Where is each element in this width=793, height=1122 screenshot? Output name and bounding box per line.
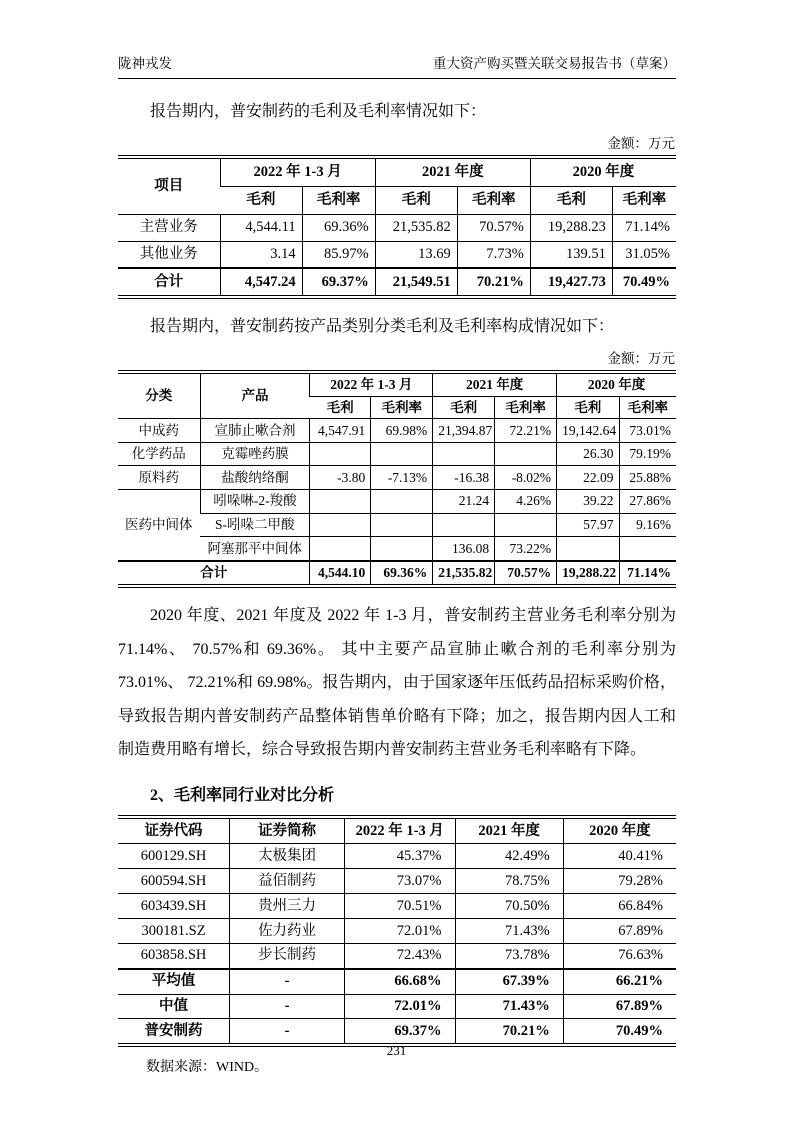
table-cell: 4.26% (495, 489, 557, 513)
section-heading: 2、毛利率同行业对比分析 (150, 786, 335, 804)
table-cell: 79.19% (619, 442, 676, 466)
category-cell: 原料药 (118, 466, 200, 490)
table-cell: 71.43% (455, 994, 563, 1019)
category-cell: 化学药品 (118, 442, 200, 466)
stock-name-cell: 佐力药业 (230, 919, 345, 944)
table-row-intermediate-1 (118, 489, 676, 513)
product-cell: 吲哚啉-2-羧酸 (200, 489, 310, 513)
table-cell: 136.08 (433, 537, 495, 561)
t3-col-code: 证券代码 (118, 819, 230, 844)
analysis-paragraph: 2020 年度、2021 年度及 2022 年 1-3 月，普安制药主营业务毛利率分别为 71.14%、 70.57%和 69.36%。 其中主要产品宣肺止嗽合剂的毛利率分别为 73.01%、 72.21%和 69.98%。报告期内，由于国家逐年压低药品招标采购价格，导致报告期内普安制药产品整体销售单价略有下降；加之，报告期内因人工和制造费用略有增长，综合导致报告期内普安制药主营业务毛利率略有下降。 (118, 607, 676, 759)
header-company-name: 陇神戎发 (118, 56, 172, 71)
table-cell: 69.36% (302, 214, 375, 241)
table-row-peer (118, 943, 676, 968)
table-cell (371, 537, 433, 561)
table-cell: 13.69 (375, 241, 457, 268)
category-cell: 中成药 (118, 419, 200, 443)
table-cell: 21,549.51 (375, 268, 457, 295)
stock-code-cell: 300181.SZ (118, 919, 230, 944)
table-cell: 70.49% (563, 1019, 676, 1043)
table-cell: 72.43% (345, 943, 455, 968)
table-cell: 72.21% (495, 419, 557, 443)
table-cell: 3.14 (220, 241, 302, 268)
table-cell: 70.50% (455, 894, 563, 919)
page-number: 231 (386, 1043, 407, 1058)
table-cell: 25.88% (619, 466, 676, 490)
t2-period-2021: 2021 年度 (433, 374, 557, 396)
stock-code-cell: 603858.SH (118, 943, 230, 968)
table-row-peer (118, 844, 676, 869)
table-cell: 4,547.24 (220, 268, 302, 295)
table-cell: 21,535.82 (375, 214, 457, 241)
table-row-main-business (118, 214, 676, 241)
t2-period-2020: 2020 年度 (557, 374, 676, 396)
table-cell (619, 537, 676, 561)
table-cell: 40.41% (563, 844, 676, 869)
table-cell: 79.28% (563, 869, 676, 894)
table-cell (371, 442, 433, 466)
table-cell: - (230, 994, 345, 1019)
table-cell: 73.01% (619, 419, 676, 443)
row-label: 主营业务 (118, 214, 220, 241)
table-row-peer (118, 919, 676, 944)
table-row-chemical (118, 442, 676, 466)
table-cell: 66.68% (345, 969, 455, 994)
stock-name-cell: 益佰制药 (230, 869, 345, 894)
table-cell: 70.21% (455, 1019, 563, 1043)
page-header (118, 52, 676, 79)
table-cell (495, 442, 557, 466)
table-cell: -7.13% (371, 466, 433, 490)
table-cell: 57.97 (557, 513, 619, 537)
t1-subhead: 毛利率 (302, 186, 375, 214)
intro-paragraph-1: 报告期内，普安制药的毛利及毛利率情况如下： (150, 103, 487, 120)
unit-note-2: 金额：万元 (607, 351, 675, 367)
table-cell: 70.21% (457, 268, 530, 295)
t2-subhead: 毛利率 (619, 396, 676, 419)
table-cell (371, 513, 433, 537)
table-cell (433, 513, 495, 537)
table-row-total (118, 561, 676, 585)
table-cell: 70.57% (457, 214, 530, 241)
t2-subhead: 毛利 (433, 396, 495, 419)
table-row-average (118, 969, 676, 994)
table-cell: 21,535.82 (433, 561, 495, 585)
table-cell: 70.57% (495, 561, 557, 585)
t1-header-row-periods (118, 159, 676, 186)
header-report-title: 重大资产购买暨关联交易报告书（草案） (433, 56, 676, 71)
t2-header-row-periods (118, 374, 676, 396)
category-cell: 医药中间体 (118, 489, 200, 560)
table-cell: 67.89% (563, 994, 676, 1019)
table-cell: 7.73% (457, 241, 530, 268)
table-cell: 76.63% (563, 943, 676, 968)
data-source-note: 数据来源：WIND。 (146, 1060, 269, 1076)
table-cell: 21.24 (433, 489, 495, 513)
table-row-median (118, 994, 676, 1019)
table-cell: 66.84% (563, 894, 676, 919)
stock-code-cell: 603439.SH (118, 894, 230, 919)
table-cell: 71.14% (612, 214, 676, 241)
table-row-peer (118, 869, 676, 894)
table-cell (310, 442, 371, 466)
stock-name-cell: 贵州三力 (230, 894, 345, 919)
table-row-intermediate-2 (118, 513, 676, 537)
t2-subhead: 毛利率 (371, 396, 433, 419)
table-cell: 27.86% (619, 489, 676, 513)
table-cell: 69.98% (371, 419, 433, 443)
stock-name-cell: 太极集团 (230, 844, 345, 869)
row-label: 普安制药 (144, 1022, 203, 1039)
row-label: 合计 (118, 268, 220, 295)
table-cell: 72.01% (345, 994, 455, 1019)
product-cell: S-吲哚二甲酸 (200, 513, 310, 537)
table-cell: - (230, 1019, 345, 1043)
t2-col-product: 产品 (200, 374, 310, 419)
t1-subhead: 毛利率 (612, 186, 676, 214)
table-row-tcm (118, 419, 676, 443)
row-label: 中值 (118, 994, 230, 1019)
table-cell: 73.78% (455, 943, 563, 968)
table-cell: 42.49% (455, 844, 563, 869)
t1-period-2020: 2020 年度 (530, 159, 676, 186)
table-cell: 19,288.23 (530, 214, 612, 241)
table-cell: 39.22 (557, 489, 619, 513)
table-row-total (118, 268, 676, 295)
table-cell (557, 537, 619, 561)
table-cell (371, 489, 433, 513)
t3-col-2020: 2020 年度 (563, 819, 676, 844)
table-row-puan (118, 1019, 676, 1043)
table-cell: 70.51% (345, 894, 455, 919)
table-cell: 19,427.73 (530, 268, 612, 295)
table-cell (310, 489, 371, 513)
table-row-api (118, 466, 676, 490)
t3-col-2021: 2021 年度 (455, 819, 563, 844)
table-cell: 22.09 (557, 466, 619, 490)
table-cell: 4,547.91 (310, 419, 371, 443)
unit-note-1: 金额：万元 (607, 136, 675, 151)
table-cell: -8.02% (495, 466, 557, 490)
t1-col-item: 项目 (118, 159, 220, 214)
table-row-peer (118, 894, 676, 919)
table-row-other-business (118, 241, 676, 268)
table-cell: 73.22% (495, 537, 557, 561)
row-label: 平均值 (118, 969, 230, 994)
table-cell: 66.21% (563, 969, 676, 994)
table-cell: 4,544.10 (310, 561, 371, 585)
stock-code-cell: 600129.SH (118, 844, 230, 869)
table-cell (310, 537, 371, 561)
t1-period-2021: 2021 年度 (375, 159, 530, 186)
table-cell: 69.37% (302, 268, 375, 295)
table-cell: 69.37% (345, 1019, 455, 1043)
product-cell: 克霉唑药膜 (200, 442, 310, 466)
product-cell: 盐酸纳络酮 (200, 466, 310, 490)
table-cell: 139.51 (530, 241, 612, 268)
intro-paragraph-2: 报告期内，普安制药按产品类别分类毛利及毛利率构成情况如下： (150, 318, 615, 336)
table-cell: 67.39% (455, 969, 563, 994)
industry-comparison-table (118, 815, 676, 1048)
product-cell: 宣肺止嗽合剂 (200, 419, 310, 443)
table-cell: 45.37% (345, 844, 455, 869)
t3-col-name: 证券简称 (230, 819, 345, 844)
t1-subhead: 毛利 (530, 186, 612, 214)
row-label: 合计 (118, 561, 310, 585)
table-cell (495, 513, 557, 537)
gross-profit-overview-table (118, 155, 676, 299)
table-cell: 4,544.11 (220, 214, 302, 241)
row-label: 其他业务 (118, 241, 220, 268)
table-cell: 67.89% (563, 919, 676, 944)
table-row-intermediate-3 (118, 537, 676, 561)
table-cell: -3.80 (310, 466, 371, 490)
table-cell: 71.14% (619, 561, 676, 585)
table-cell: -16.38 (433, 466, 495, 490)
table-cell: 73.07% (345, 869, 455, 894)
t2-subhead: 毛利 (310, 396, 371, 419)
t1-subhead: 毛利率 (457, 186, 530, 214)
t1-subhead: 毛利 (220, 186, 302, 214)
gross-profit-by-product-table (118, 370, 676, 588)
table-cell: 69.36% (371, 561, 433, 585)
table-cell: 70.49% (612, 268, 676, 295)
table-cell: 9.16% (619, 513, 676, 537)
t3-header-row (118, 819, 676, 844)
table-cell: 85.97% (302, 241, 375, 268)
table-cell: 78.75% (455, 869, 563, 894)
t2-subhead: 毛利 (557, 396, 619, 419)
stock-name-cell: 步长制药 (230, 943, 345, 968)
table-cell (310, 513, 371, 537)
table-cell: 31.05% (612, 241, 676, 268)
table-cell: - (230, 969, 345, 994)
table-cell (433, 442, 495, 466)
table-cell: 71.43% (455, 919, 563, 944)
stock-code-cell: 600594.SH (118, 869, 230, 894)
t3-col-2022: 2022 年 1-3 月 (345, 819, 455, 844)
product-cell: 阿塞那平中间体 (200, 537, 310, 561)
table-cell: 19,288.22 (557, 561, 619, 585)
t1-period-2022: 2022 年 1-3 月 (220, 159, 375, 186)
t2-period-2022: 2022 年 1-3 月 (310, 374, 433, 396)
table-cell: 19,142.64 (557, 419, 619, 443)
t1-subhead: 毛利 (375, 186, 457, 214)
table-cell: 26.30 (557, 442, 619, 466)
t2-subhead: 毛利率 (495, 396, 557, 419)
table-cell: 72.01% (345, 919, 455, 944)
table-cell: 21,394.87 (433, 419, 495, 443)
t2-col-category: 分类 (118, 374, 200, 419)
